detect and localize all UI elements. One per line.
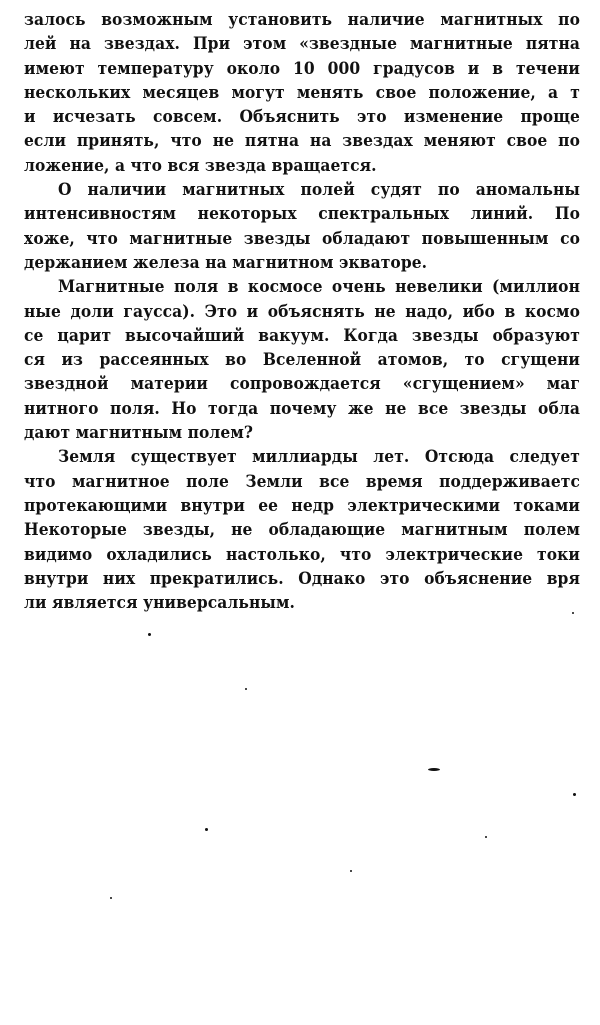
text-line: что магнитное поле Земли все время поддерживаетс bbox=[24, 471, 580, 492]
text-line: ся из рассеянных во Вселенной атомов, то сгущени bbox=[24, 350, 580, 371]
text-line: залось возможным установить наличие магнитных по bbox=[24, 10, 580, 30]
scan-speck bbox=[428, 768, 440, 771]
scan-speck bbox=[148, 633, 151, 636]
paragraph-2 bbox=[24, 178, 580, 275]
text-line: нескольких месяцев могут менять свое положение, а т bbox=[24, 82, 580, 103]
text-line: Земля существует миллиарды лет. Отсюда следует bbox=[58, 447, 580, 468]
paragraph-1 bbox=[24, 8, 580, 178]
text-line: дают магнитным полем? bbox=[24, 423, 254, 444]
text-line: ложение, а что вся звезда вращается. bbox=[24, 155, 377, 176]
document-page bbox=[24, 8, 580, 615]
text-line: Магнитные поля в космосе очень невелики (миллион bbox=[58, 277, 580, 298]
scan-speck bbox=[573, 793, 576, 796]
text-line: интенсивностям некоторых спектральных линий. По bbox=[24, 204, 580, 225]
text-line: держанием железа на магнитном экваторе. bbox=[24, 252, 428, 273]
scan-speck bbox=[572, 612, 574, 614]
text-line: ные доли гаусса). Это и объяснять не надо, ибо в космо bbox=[24, 301, 580, 322]
text-line: ли является универсальным. bbox=[24, 593, 296, 614]
text-line: протекающими внутри ее недр электрическими токами bbox=[24, 495, 580, 516]
paragraph-3 bbox=[24, 275, 580, 445]
text-line: хоже, что магнитные звезды обладают повышенным со bbox=[24, 228, 580, 249]
text-line: внутри них прекратились. Однако это объяснение вря bbox=[24, 568, 580, 589]
scan-speck bbox=[350, 870, 352, 872]
text-line: лей на звездах. При этом «звездные магнитные пятна bbox=[24, 34, 580, 55]
text-line: Некоторые звезды, не обладающие магнитным полем bbox=[24, 520, 580, 541]
scan-speck bbox=[205, 828, 208, 831]
text-line: звездной материи сопровождается «сгущением» маг bbox=[24, 374, 580, 395]
text-line: нитного поля. Но тогда почему же не все звезды обла bbox=[24, 398, 580, 419]
text-line: О наличии магнитных полей судят по аномальны bbox=[58, 180, 580, 201]
text-line: имеют температуру около 10 000 градусов и в течени bbox=[24, 58, 580, 79]
text-line: если принять, что не пятна на звездах меняют свое по bbox=[24, 131, 580, 152]
scan-speck bbox=[485, 836, 487, 838]
scan-speck bbox=[245, 688, 247, 690]
text-line: и исчезать совсем. Объяснить это изменение проще bbox=[24, 107, 580, 128]
text-line: видимо охладились настолько, что электрические токи bbox=[24, 544, 580, 565]
scan-speck bbox=[110, 897, 112, 899]
text-line: се царит высочайший вакуум. Когда звезды образуют bbox=[24, 325, 580, 346]
paragraph-4 bbox=[24, 445, 580, 615]
